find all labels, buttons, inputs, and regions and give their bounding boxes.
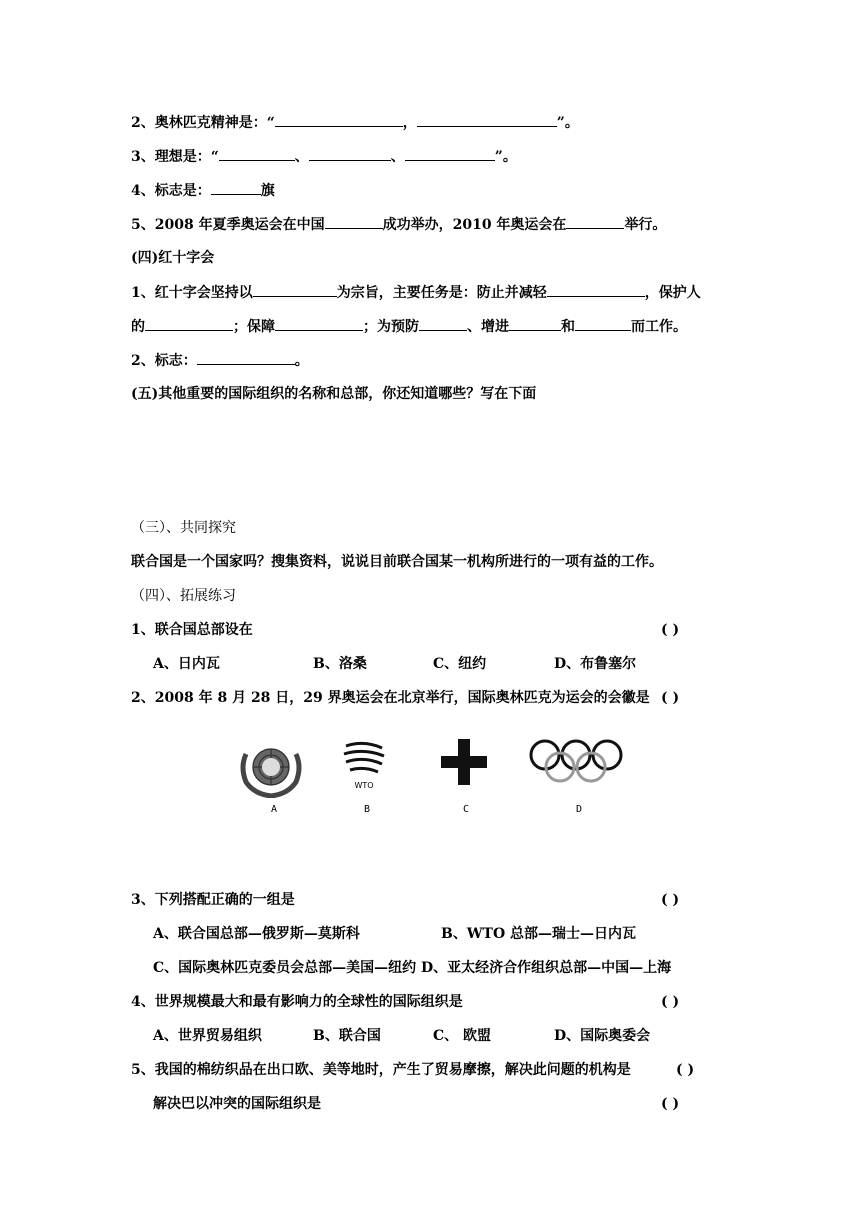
q4-option-a[interactable]: A、世界贸易组织: [153, 1028, 262, 1044]
question-3: 3、下列搭配正确的一组是: [131, 892, 295, 908]
blank[interactable]: [325, 214, 383, 229]
text: 。: [294, 353, 309, 369]
blank[interactable]: [509, 316, 561, 331]
text: ，: [402, 115, 417, 131]
text: ，保护人: [644, 285, 701, 301]
answer-paren-q4[interactable]: ( ): [661, 994, 680, 1010]
text: ；保障: [233, 319, 275, 335]
text: 旗: [260, 183, 275, 199]
text: 3、理想是：“: [131, 149, 219, 165]
q4-option-b[interactable]: B、联合国: [313, 1028, 381, 1044]
olympic-spirit-line: [131, 112, 579, 133]
text: ；为预防: [363, 319, 419, 335]
blank[interactable]: [275, 316, 363, 331]
olympic-ideal-line: [131, 146, 517, 167]
logo-label-a: A: [271, 804, 278, 815]
blank[interactable]: [145, 316, 233, 331]
olympic-symbol-line: [131, 180, 275, 201]
red-cross-icon: [441, 739, 487, 785]
red-cross-q1-line1: [131, 282, 701, 303]
blank[interactable]: [309, 146, 391, 161]
text: 、: [390, 149, 405, 165]
logo-label-d: D: [576, 804, 583, 815]
others-heading: (五)其他重要的国际组织的名称和总部，你还知道哪些？写在下面: [131, 386, 537, 402]
question-2: 2、2008 年 8 月 28 日，29 界奥运会在北京举行，国际奥林匹克为运会的会徽是: [131, 690, 650, 706]
blank[interactable]: [566, 214, 624, 229]
un-emblem-icon: [236, 736, 306, 798]
q1-option-d[interactable]: D、布鲁塞尔: [554, 656, 637, 672]
text: ”。: [494, 149, 517, 165]
blank[interactable]: [417, 112, 557, 127]
red-cross-heading: (四)红十字会: [131, 250, 215, 266]
q1-option-b[interactable]: B、洛桑: [313, 656, 367, 672]
logo-label-c: C: [463, 804, 470, 815]
text: 、增进: [467, 319, 509, 335]
answer-paren-q1[interactable]: ( ): [661, 622, 680, 638]
text: 5、2008 年夏季奥运会在中国: [131, 217, 325, 233]
olympic-host-line: [131, 214, 666, 235]
text: 为宗旨，主要任务是：防止并减轻: [336, 285, 547, 301]
explore-text: 联合国是一个国家吗？搜集资料，说说目前联合国某一机构所进行的一项有益的工作。: [131, 554, 663, 570]
text: 2、奥林匹克精神是：“: [131, 115, 275, 131]
blank[interactable]: [211, 180, 261, 195]
q3-option-a[interactable]: A、联合国总部—俄罗斯—莫斯科: [153, 926, 360, 942]
olympic-rings-icon: [528, 738, 624, 784]
answer-paren-q5a[interactable]: ( ): [676, 1062, 695, 1078]
q4-option-d[interactable]: D、国际奥委会: [554, 1028, 651, 1044]
text: ”。: [556, 115, 579, 131]
q1-option-a[interactable]: A、日内瓦: [153, 656, 220, 672]
blank[interactable]: [219, 146, 295, 161]
text: 成功举办，2010 年奥运会在: [382, 217, 567, 233]
answer-paren-q2[interactable]: ( ): [661, 690, 680, 706]
text: 而工作。: [631, 319, 687, 335]
text: 的: [131, 319, 145, 335]
wto-logo-icon: [340, 738, 388, 794]
text: 1、红十字会坚持以: [131, 285, 253, 301]
text: 2、标志：: [131, 353, 197, 369]
blank[interactable]: [575, 316, 631, 331]
practice-heading: （四）、拓展练习: [131, 588, 236, 604]
blank[interactable]: [253, 282, 337, 297]
text: 、: [294, 149, 309, 165]
blank[interactable]: [419, 316, 467, 331]
red-cross-symbol-line: [131, 350, 309, 371]
blank[interactable]: [275, 112, 403, 127]
q3-option-cd[interactable]: C、国际奥林匹克委员会总部—美国—纽约 D、亚太经济合作组织总部—中国—上海: [153, 960, 672, 976]
question-4: 4、世界规模最大和最有影响力的全球性的国际组织是: [131, 994, 463, 1010]
text: 和: [561, 319, 575, 335]
q3-option-b[interactable]: B、WTO 总部—瑞士—日内瓦: [441, 926, 637, 942]
explore-heading: （三）、共同探究: [131, 520, 236, 536]
text: 举行。: [624, 217, 667, 233]
blank[interactable]: [547, 282, 645, 297]
question-5: 5、我国的棉纺织品在出口欧、美等地时，产生了贸易摩擦，解决此问题的机构是: [131, 1062, 631, 1078]
question-1: 1、联合国总部设在: [131, 622, 253, 638]
answer-paren-q3[interactable]: ( ): [661, 892, 680, 908]
answer-paren-q5b[interactable]: ( ): [661, 1096, 680, 1112]
wto-text: WTO: [354, 781, 374, 790]
q1-option-c[interactable]: C、纽约: [433, 656, 487, 672]
text: 4、标志是：: [131, 183, 211, 199]
question-5b: 解决巴以冲突的国际组织是: [153, 1096, 321, 1112]
blank[interactable]: [197, 350, 295, 365]
blank[interactable]: [405, 146, 495, 161]
logo-label-b: B: [364, 804, 371, 815]
q4-option-c[interactable]: C、 欧盟: [433, 1028, 492, 1044]
red-cross-q1-line2: [131, 316, 687, 337]
